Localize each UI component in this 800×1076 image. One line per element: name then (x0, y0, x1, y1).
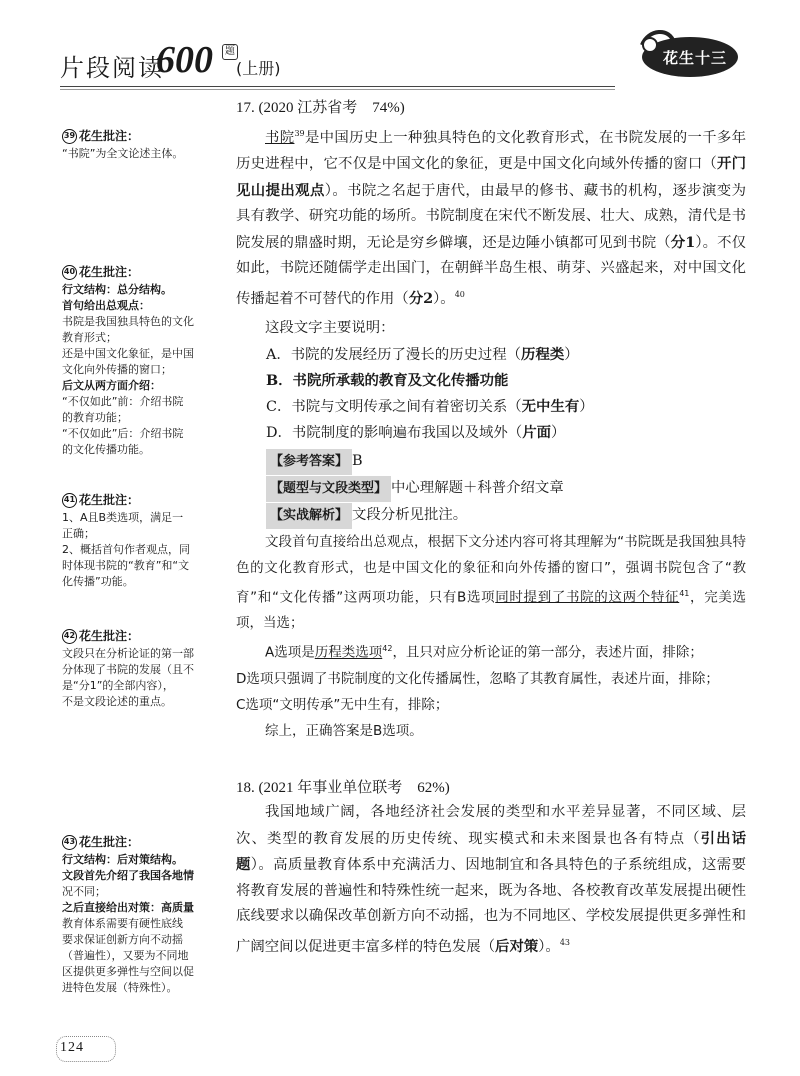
analysis-paragraph-1 (236, 529, 746, 637)
analysis-paragraph-4: C选项“文明传承”无中生有，排除； (236, 696, 449, 713)
analysis-paragraph-2 (236, 636, 746, 666)
option-text: C．书院与文明传承之间有着密切关系（ (266, 398, 522, 415)
option-text: B．书院所承载的教育及文化传播功能 (266, 371, 509, 389)
note-number-icon: 43 (62, 835, 77, 850)
passage-text: ）。 (433, 290, 455, 307)
analysis-paragraph-5: 综上，正确答案是B选项。 (265, 722, 423, 739)
option-d (236, 420, 746, 446)
passage-text: ）。 (538, 938, 560, 955)
question-18-passage (236, 800, 746, 960)
note-line: 行文结构：后对策结构。 (62, 853, 183, 866)
analysis-text: ，完美选项，当选； (236, 589, 747, 632)
option-text: ） (579, 398, 594, 415)
book-volume: (上册) (236, 59, 281, 78)
note-line: 2、概括首句作者观点，同 (62, 543, 190, 556)
logo-text: 花生十三 (662, 49, 727, 67)
note-line: “不仅如此”前：介绍书院 (62, 395, 184, 408)
note-line: 还是中国文化象征，是中国 (62, 347, 194, 360)
option-b (236, 368, 746, 394)
note-line: 况不同； (62, 885, 106, 898)
note-line: 分体现了书院的发展（且不 (62, 663, 194, 676)
answer-value: B (352, 452, 363, 469)
passage-note: 后对策 (495, 937, 539, 955)
analysis-text: 文段首句直接给出总观点，根据下文分述内容可将其理解为“书院既是我国独具特色的文化教育形式，也是中国文化的象征和向外传播的窗口”，强调书院包含了“教育”和“文化传播”这两项功能，只有B选项 (236, 533, 746, 606)
note-title: 花生批注： (79, 835, 140, 849)
analysis-underline: 历程类选项 (314, 644, 383, 661)
note-line: 行文结构：总分结构。 (62, 283, 172, 296)
note-line: 1、A且B类选项，满足一 (62, 511, 184, 524)
page-number: 124 (60, 1040, 84, 1055)
passage-note: 分2 (408, 289, 434, 307)
note-line: 正确； (62, 527, 95, 540)
passage-note: 分1 (670, 233, 696, 251)
answer-line (236, 448, 746, 475)
analysis-value: 文段分析见批注。 (352, 506, 468, 523)
question-18-title: 18. (2021 年事业单位联考 62%) (236, 780, 450, 796)
note-line: 文化向外传播的窗口； (62, 363, 172, 376)
question-18-body (236, 800, 746, 960)
note-line: 文段只在分析论证的第一部 (62, 647, 194, 660)
question-17-body (236, 121, 746, 744)
passage-text: ）。不仅如此，书院还随儒学走出国门，在朝鲜半岛生根、萌芽、兴盛起来，对中国文化传播起着不可替代的作用（ (236, 234, 746, 307)
side-note-41 (62, 492, 222, 590)
analysis-text: ，且只对应分析论证的第一部分，表述片面，排除； (392, 644, 703, 661)
option-c (236, 394, 746, 420)
analysis-label: 【实战解析】 (266, 503, 352, 529)
annotation-ref: 42 (382, 644, 393, 654)
option-text: ） (550, 424, 566, 441)
side-note-42 (62, 628, 222, 710)
note-line: 时体现书院的“教育”和“文 (62, 559, 190, 572)
note-number-icon: 39 (62, 129, 77, 144)
side-note-39 (62, 128, 222, 162)
answer-label: 【参考答案】 (266, 449, 352, 475)
option-note: 片面 (522, 423, 551, 441)
note-line: 化传播”功能。 (62, 575, 134, 588)
option-text: ） (564, 346, 579, 363)
note-line: 书院是我国独具特色的文化 (62, 315, 194, 328)
passage-text: ）。高质量教育体系中充满活力、因地制宜和各具特色的子系统组成，这需要将教育发展的普遍性和特殊性统一起来，既为各地、各校教育改革发展提出硬性底线要求以确保改革创新方向不动摇，也为不同地区、学校发展提供更多弹性和广阔空间以促进更丰富多样的特色发展（ (236, 857, 746, 955)
note-line: 教育形式； (62, 331, 117, 344)
passage-note: 引出话题 (236, 829, 746, 873)
book-title-ti: 题 (222, 44, 238, 60)
type-value: 中心理解题＋科普介绍文章 (391, 479, 564, 496)
header-rule-thin (60, 89, 615, 90)
annotation-ref: 40 (454, 289, 465, 299)
question-17-title: 17. (2020 江苏省考 74%) (236, 100, 405, 116)
note-line: 是“分1”的全部内容）， (62, 679, 174, 692)
note-title: 花生批注： (79, 265, 140, 279)
side-note-43 (62, 834, 222, 996)
note-line: 不是文段论述的重点。 (62, 695, 172, 708)
note-line: 进特色发展（特殊性）。 (62, 981, 178, 994)
question-prompt: 这段文字主要说明： (265, 320, 395, 337)
option-text: A．书院的发展经历了漫长的历史过程（ (266, 346, 522, 363)
note-title: 花生批注： (79, 629, 140, 643)
analysis-underline: 同时提到了书院的这两个特征 (495, 589, 680, 606)
passage-keyword: 书院 (265, 129, 295, 146)
passage-text: ）。书院之名起于唐代，由最早的修书、藏书的机构，逐步演变为具有教学、研究功能的场所。书院制度在宋代不断发展、壮大、成熟，清代是书院发展的鼎盛时期，无论是穷乡僻壤，还是边陲小镇都可见到书院（ (236, 182, 746, 251)
note-number-icon: 42 (62, 629, 77, 644)
book-title: 片段阅读 (60, 56, 164, 82)
note-title: 花生批注： (79, 493, 140, 507)
type-line (236, 475, 746, 502)
note-line: 之后直接给出对策：高质量 (62, 901, 194, 914)
side-note-40 (62, 264, 222, 458)
option-note: 无中生有 (521, 397, 580, 415)
note-line: 教育体系需要有硬性底线 (62, 917, 183, 930)
annotation-ref: 39 (294, 129, 305, 138)
analysis-text: A选项是 (265, 644, 315, 661)
passage-text: 我国地域广阔，各地经济社会发展的类型和水平差异显著，不同区域、层次、类型的教育发展的历史传统、现实模式和未来图景也各有特点（ (236, 804, 746, 847)
passage-text: 是中国历史上一种独具特色的文化教育形式，在书院发展的一千多年历史进程中，它不仅是中国文化的象征，更是中国文化向域外传播的窗口（ (236, 129, 746, 173)
annotation-ref: 43 (559, 937, 571, 947)
note-line: 的文化传播功能。 (62, 443, 150, 456)
analysis-paragraph-3: D选项只强调了书院制度的文化传播属性，忽略了其教育属性，表述片面，排除； (236, 670, 719, 687)
analysis-line (236, 502, 746, 529)
option-note: 历程类 (521, 345, 565, 363)
note-number-icon: 41 (62, 493, 77, 508)
annotation-ref: 41 (679, 588, 690, 598)
note-line: 文段首先介绍了我国各地情 (62, 869, 194, 882)
note-line: 要求保证创新方向不动摇 (62, 933, 183, 946)
option-a (236, 342, 746, 368)
book-title-number: 600 (156, 39, 213, 81)
note-line: “不仅如此”后：介绍书院 (62, 427, 184, 440)
note-line: 区提供更多弹性与空间以促 (62, 965, 194, 978)
note-title: 花生批注： (79, 129, 140, 143)
note-line: 首句给出总观点： (62, 299, 150, 312)
note-line: （普遍性），又要为不同地 (62, 949, 189, 962)
passage-note: 开门见山提出观点 (236, 155, 746, 199)
note-number-icon: 40 (62, 265, 77, 280)
running-header (60, 40, 300, 80)
option-text: D．书院制度的影响遍布我国以及域外（ (266, 424, 523, 441)
type-label: 【题型与文段类型】 (266, 476, 391, 502)
note-line: “书院”为全文论述主体。 (62, 147, 184, 160)
question-17-passage (236, 121, 746, 312)
note-line: 后文从两方面介绍： (62, 379, 161, 392)
note-line: 的教育功能； (62, 411, 128, 424)
header-rule (60, 86, 615, 87)
